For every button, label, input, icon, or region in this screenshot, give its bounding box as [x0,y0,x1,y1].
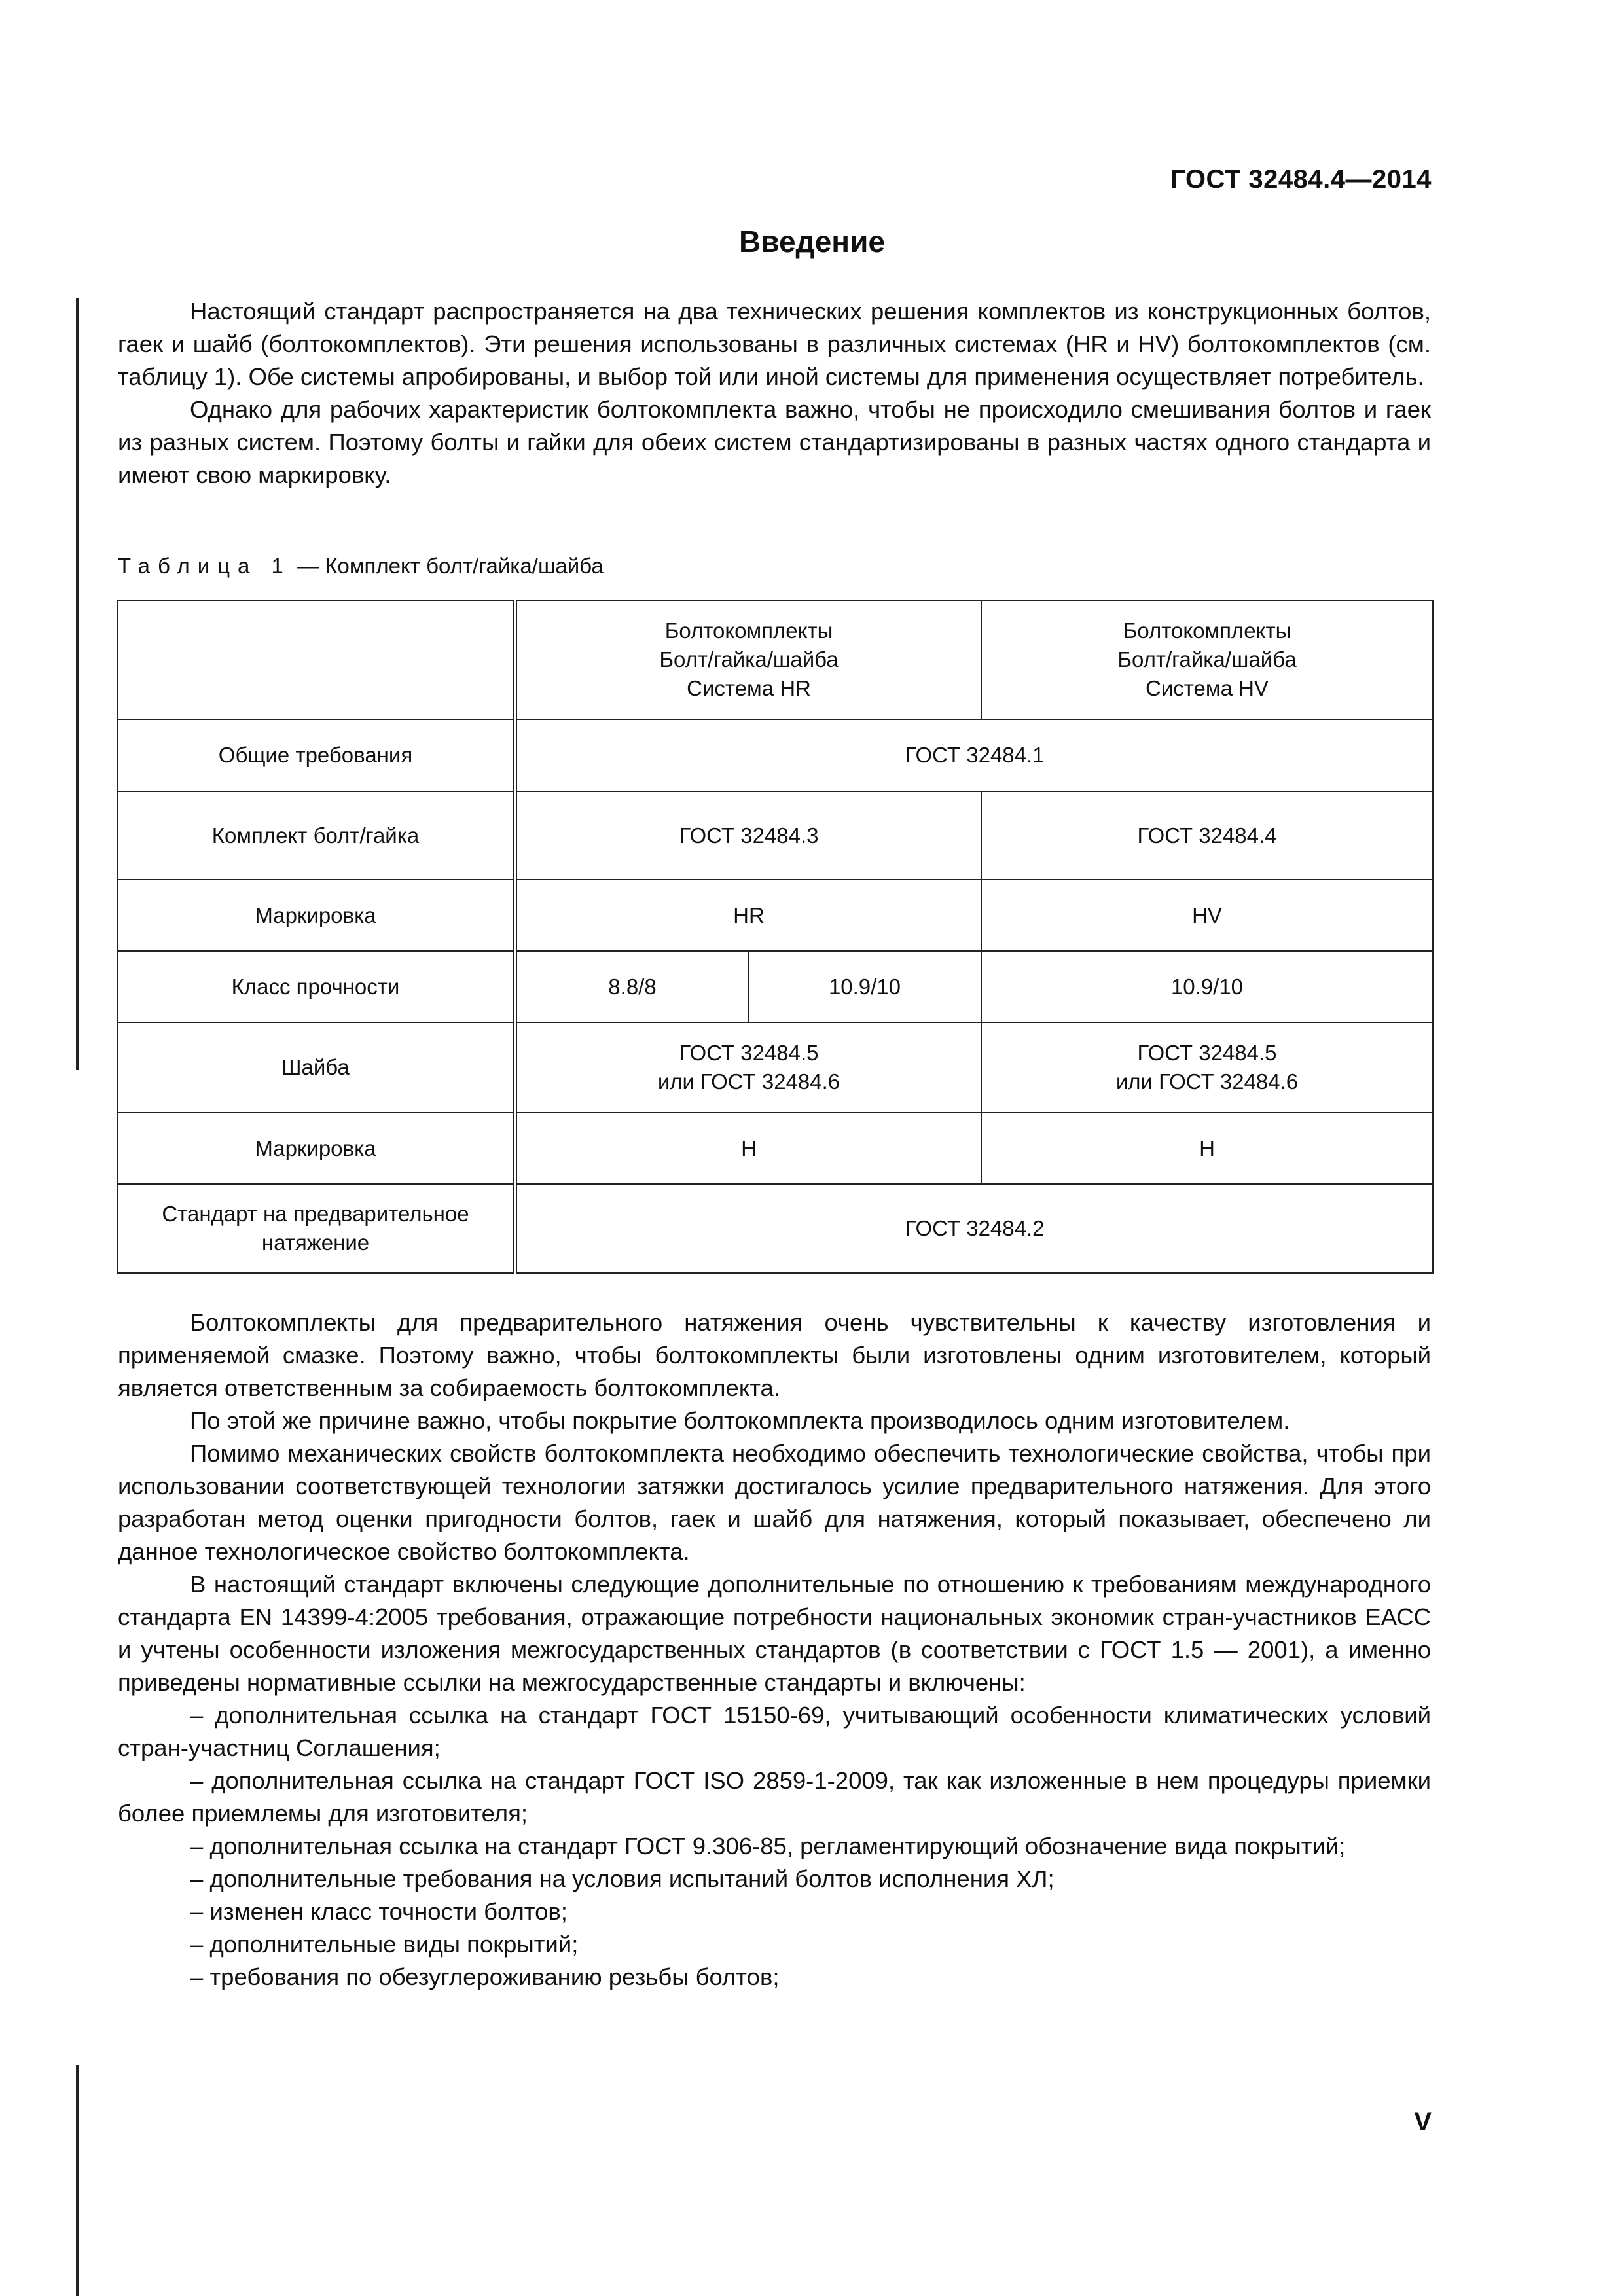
paragraph: Болтокомплекты для предварительного натяжения очень чувствительны к качеству изготовления и применяемой смазке. Поэтому важно, чтобы болтокомплекты были изготовлены одним изготовителем, который является ответственным за собираемость болтокомплекта. [118,1309,1431,1401]
table-cell: ГОСТ 32484.2 [515,1184,1433,1273]
intro-section [118,295,1431,492]
list-item: – требования по обезуглероживанию резьбы болтов; [190,1964,780,1990]
paragraph: Помимо механических свойств болтокомплекта необходимо обеспечить технологические свойства, чтобы при использовании соответствующей технологии затяжки достигалось усилие предварительного натяжения. Для этого разработан метод оценки пригодности болтов, гаек и шайб для натяжения, который показывает, обеспечено ли данное технологическое свойство болтокомплекта. [118,1440,1431,1565]
bolt-set-table [117,600,1434,1274]
table-row [117,791,1433,880]
table-cell: 10.9/10 [748,951,981,1022]
list-item: – изменен класс точности болтов; [190,1898,568,1925]
list-item: – дополнительные требования на условия испытаний болтов исполнения ХЛ; [190,1865,1055,1892]
table-caption [118,554,604,579]
table-row [117,719,1433,791]
list-item: – дополнительная ссылка на стандарт ГОСТ 15150-69, учитывающий особенности климатических условий стран-участниц Соглашения; [118,1702,1431,1761]
table-cell: ГОСТ 32484.4 [981,791,1433,880]
table-cell: 8.8/8 [515,951,748,1022]
list-item: – дополнительная ссылка на стандарт ГОСТ 9.306-85, регламентирующий обозначение вида покрытий; [190,1833,1346,1859]
table-cell: ГОСТ 32484.3 [515,791,981,880]
paragraph: Однако для рабочих характеристик болтокомплекта важно, чтобы не происходило смешивания болтов и гаек из разных систем. Поэтому болты и гайки для обеих систем стандартизированы в разных частях одного стандарта и имеют свою маркировку. [118,396,1431,488]
table-cell: HR [515,880,981,951]
table-header-hv: Болтокомплекты Болт/гайка/шайба Система HV [981,600,1433,719]
body-section [118,1306,1431,1994]
page-number: V [1414,2108,1432,2136]
paragraph: По этой же причине важно, чтобы покрытие болтокомплекта производилось одним изготовителем. [190,1407,1290,1434]
margin-change-bar [76,298,79,1070]
table-cell: ГОСТ 32484.1 [515,719,1433,791]
document-code: ГОСТ 32484.4—2014 [1170,165,1432,194]
table-row [117,1113,1433,1184]
table-row [117,1022,1433,1113]
table-row [117,880,1433,951]
table-cell: 10.9/10 [981,951,1433,1022]
table-row [117,951,1433,1022]
table-caption-text: — Комплект болт/гайка/шайба [297,554,604,578]
row-label: Маркировка [117,1113,515,1184]
table-cell: HV [981,880,1433,951]
table-cell: H [515,1113,981,1184]
row-label: Класс прочности [117,951,515,1022]
row-label: Комплект болт/гайка [117,791,515,880]
paragraph: Настоящий стандарт распространяется на два технических решения комплектов из конструкционных болтов, гаек и шайб (болтокомплектов). Эти решения использованы в различных системах (HR и HV) болтокомплектов (см. таблицу 1). Обе системы апробированы, и выбор той или иной системы для применения осуществляет потребитель. [118,298,1431,390]
list-item: – дополнительные виды покрытий; [190,1931,579,1958]
table-cell: ГОСТ 32484.5 или ГОСТ 32484.6 [515,1022,981,1113]
row-label: Маркировка [117,880,515,951]
table-header-hr: Болтокомплекты Болт/гайка/шайба Система HR [515,600,981,719]
row-label: Стандарт на предварительное натяжение [117,1184,515,1273]
table-row [117,1184,1433,1273]
table-cell: ГОСТ 32484.5 или ГОСТ 32484.6 [981,1022,1433,1113]
page-title: Введение [739,224,885,259]
row-label: Общие требования [117,719,515,791]
paragraph: В настоящий стандарт включены следующие дополнительные по отношению к требованиям международного стандарта EN 14399-4:2005 требования, отражающие потребности национальных экономик стран-участников ЕАСС и учтены особенности изложения межгосударственных стандартов (в соответствии с ГОСТ 1.5 — 2001), а именно приведены нормативные ссылки на межгосударственные стандарты и включены: [118,1571,1431,1696]
table-caption-label: Таблица 1 [118,554,291,578]
list-item: – дополнительная ссылка на стандарт ГОСТ ISO 2859-1-2009, так как изложенные в нем процедуры приемки более приемлемы для изготовителя; [118,1767,1431,1827]
table-cell [117,600,515,719]
margin-change-bar [76,2065,79,2296]
row-label: Шайба [117,1022,515,1113]
table-cell: H [981,1113,1433,1184]
table-header-row [117,600,1433,719]
